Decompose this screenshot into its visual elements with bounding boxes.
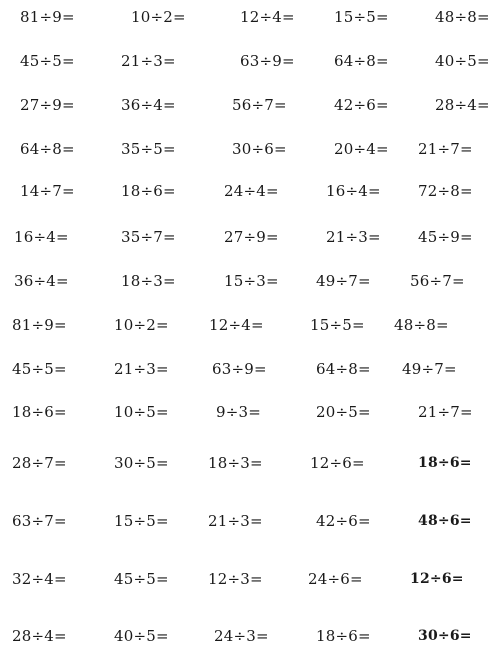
problem: 28÷4= xyxy=(435,96,490,114)
problem: 49÷7= xyxy=(402,360,457,378)
problem: 40÷5= xyxy=(435,52,490,70)
problem: 18÷6= xyxy=(12,403,67,421)
problem: 28÷4= xyxy=(12,627,67,645)
problem: 45÷5= xyxy=(20,52,75,70)
problem: 9÷3= xyxy=(216,403,262,421)
problem: 18÷6= xyxy=(316,627,371,645)
problem: 12÷3= xyxy=(208,570,263,588)
problem: 36÷4= xyxy=(14,272,69,290)
problem: 21÷3= xyxy=(114,360,169,378)
problem: 63÷7= xyxy=(12,512,67,530)
problem: 15÷3= xyxy=(224,272,279,290)
problem: 32÷4= xyxy=(12,570,67,588)
problem: 15÷5= xyxy=(310,316,365,334)
problem: 40÷5= xyxy=(114,627,169,645)
problem: 64÷8= xyxy=(334,52,389,70)
problem: 56÷7= xyxy=(232,96,287,114)
problem: 21÷3= xyxy=(208,512,263,530)
problem: 15÷5= xyxy=(114,512,169,530)
problem: 30÷6= xyxy=(232,140,287,158)
problem: 81÷9= xyxy=(12,316,67,334)
problem: 21÷3= xyxy=(121,52,176,70)
problem: 10÷2= xyxy=(114,316,169,334)
problem: 16÷4= xyxy=(14,228,69,246)
problem: 56÷7= xyxy=(410,272,465,290)
problem: 27÷9= xyxy=(20,96,75,114)
problem: 12÷6= xyxy=(410,571,464,587)
problem: 49÷7= xyxy=(316,272,371,290)
problem: 10÷5= xyxy=(114,403,169,421)
problem: 15÷5= xyxy=(334,8,389,26)
problem: 18÷6= xyxy=(418,455,472,471)
problem: 42÷6= xyxy=(334,96,389,114)
problem: 24÷6= xyxy=(308,570,363,588)
problem: 48÷8= xyxy=(394,316,449,334)
problem: 72÷8= xyxy=(418,182,473,200)
problem: 42÷6= xyxy=(316,512,371,530)
problem: 14÷7= xyxy=(20,182,75,200)
problem: 45÷5= xyxy=(114,570,169,588)
problem: 81÷9= xyxy=(20,8,75,26)
problem: 45÷5= xyxy=(12,360,67,378)
problem: 27÷9= xyxy=(224,228,279,246)
problem: 21÷3= xyxy=(326,228,381,246)
problem: 18÷3= xyxy=(121,272,176,290)
problem: 12÷4= xyxy=(209,316,264,334)
problem: 30÷5= xyxy=(114,454,169,472)
problem: 18÷6= xyxy=(121,182,176,200)
problem: 63÷9= xyxy=(240,52,295,70)
problem: 28÷7= xyxy=(12,454,67,472)
problem: 45÷9= xyxy=(418,228,473,246)
problem: 48÷6= xyxy=(418,513,472,529)
problem: 18÷3= xyxy=(208,454,263,472)
problem: 48÷8= xyxy=(435,8,490,26)
problem: 16÷4= xyxy=(326,182,381,200)
problem: 20÷5= xyxy=(316,403,371,421)
problem: 10÷2= xyxy=(131,8,186,26)
problem: 64÷8= xyxy=(20,140,75,158)
problem: 63÷9= xyxy=(212,360,267,378)
problem: 35÷7= xyxy=(121,228,176,246)
problem: 36÷4= xyxy=(121,96,176,114)
problem: 24÷4= xyxy=(224,182,279,200)
problem: 30÷6= xyxy=(418,628,472,644)
problem: 20÷4= xyxy=(334,140,389,158)
problem: 21÷7= xyxy=(418,403,473,421)
problem: 35÷5= xyxy=(121,140,176,158)
problem: 12÷6= xyxy=(310,454,365,472)
problem: 24÷3= xyxy=(214,627,269,645)
problem: 12÷4= xyxy=(240,8,295,26)
problem: 21÷7= xyxy=(418,140,473,158)
problem: 64÷8= xyxy=(316,360,371,378)
